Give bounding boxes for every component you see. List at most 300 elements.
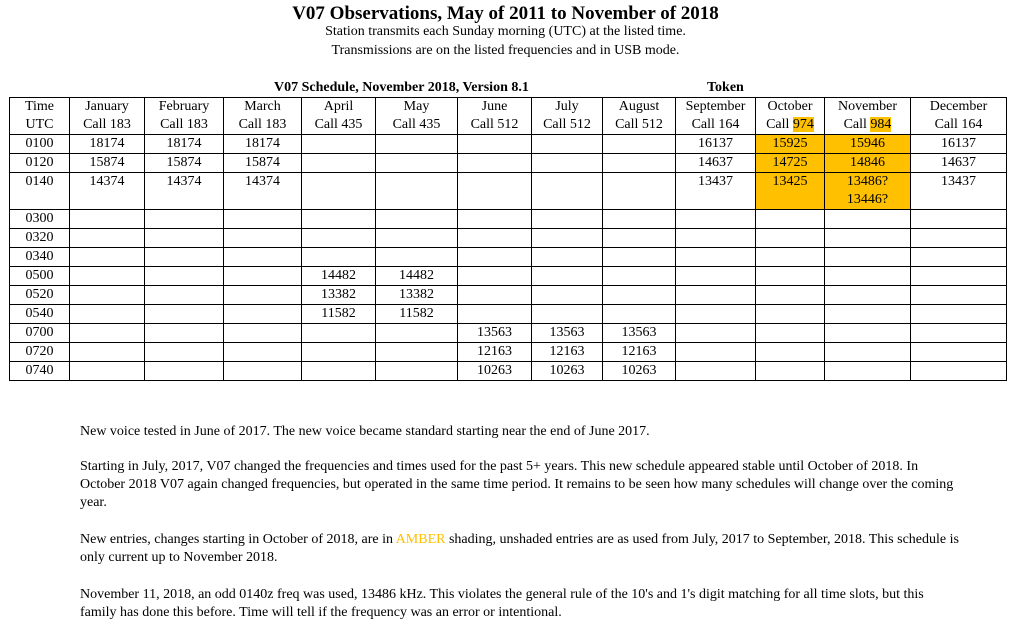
cell-text: 10263 [477, 363, 512, 378]
frequency-cell [302, 362, 376, 381]
frequency-cell [825, 229, 911, 248]
frequency-cell [756, 362, 825, 381]
frequency-cell [70, 154, 145, 173]
frequency-cell [603, 210, 676, 229]
schedule-title: V07 Schedule, November 2018, Version 8.1 [274, 80, 529, 95]
column-header-label: December [929, 99, 988, 114]
cell-text: 16137 [941, 136, 976, 151]
cell-text [376, 173, 457, 191]
time-cell [10, 210, 70, 229]
cell-text [224, 362, 301, 380]
cell-text: 0540 [25, 306, 54, 321]
frequency-cell [145, 173, 224, 210]
call-label: Call 512 [543, 117, 591, 132]
frequency-cell [302, 267, 376, 286]
cell-text [376, 229, 457, 247]
column-header [10, 98, 70, 135]
cell-text [70, 324, 144, 342]
cell-text [145, 229, 223, 247]
cell-text [603, 154, 675, 172]
cell-text [825, 248, 910, 266]
frequency-cell [458, 343, 532, 362]
cell-text: 13382 [399, 287, 434, 302]
frequency-cell [756, 135, 825, 154]
frequency-cell [458, 135, 532, 154]
column-header-label: Time [24, 99, 55, 114]
cell-text [376, 343, 457, 361]
cell-text [825, 286, 910, 304]
column-header [756, 98, 825, 135]
frequency-cell [302, 324, 376, 343]
cell-text [224, 248, 301, 266]
cell-text: 0740 [25, 363, 54, 378]
frequency-cell [603, 286, 676, 305]
cell-text [532, 135, 602, 153]
frequency-cell [825, 324, 911, 343]
frequency-cell [532, 154, 603, 173]
cell-text [70, 267, 144, 285]
cell-text [911, 210, 1006, 228]
cell-text [458, 286, 531, 304]
cell-text: 0100 [25, 136, 54, 151]
frequency-cell [911, 286, 1007, 305]
cell-text [224, 343, 301, 361]
cell-text [756, 305, 824, 323]
cell-text [224, 267, 301, 285]
note-odd-frequency: November 11, 2018, an odd 0140z freq was used, 13486 kHz. This violates the general rule of the 10's and 1's digit matching for all time slots, but this family has done this before. Time will tell if the frequency was an error or intentional. [80, 587, 924, 620]
cell-text [756, 324, 824, 342]
cell-text: 14374 [166, 174, 202, 189]
time-cell [10, 135, 70, 154]
frequency-cell [825, 362, 911, 381]
frequency-cell [458, 267, 532, 286]
cell-text [676, 248, 755, 266]
cell-text [676, 305, 755, 323]
cell-text [676, 210, 755, 228]
cell-text [676, 362, 755, 380]
frequency-cell [224, 229, 302, 248]
cell-text: 13563 [549, 325, 585, 340]
frequency-cell [532, 305, 603, 324]
cell-text: 13425 [772, 174, 808, 189]
cell-text [825, 210, 910, 228]
frequency-cell [676, 173, 756, 210]
frequency-cell [224, 173, 302, 210]
cell-text [676, 229, 755, 247]
table-row [10, 362, 1007, 381]
frequency-cell [603, 135, 676, 154]
frequency-cell [70, 343, 145, 362]
time-cell [10, 305, 70, 324]
cell-text [70, 248, 144, 266]
cell-text [603, 135, 675, 153]
cell-text [302, 210, 375, 228]
cell-text [458, 173, 531, 191]
column-header-call [145, 116, 223, 134]
frequency-cell [145, 343, 224, 362]
frequency-cell [458, 154, 532, 173]
cell-text [603, 286, 675, 304]
column-header-label: November [837, 99, 898, 114]
column-header-call [532, 116, 602, 134]
cell-text [376, 324, 457, 342]
cell-text [458, 267, 531, 285]
frequency-cell [756, 173, 825, 210]
frequency-cell [224, 154, 302, 173]
table-row [10, 135, 1007, 154]
frequency-cell [145, 324, 224, 343]
cell-text [224, 305, 301, 323]
note-amber-shading [80, 531, 960, 567]
frequency-cell [911, 229, 1007, 248]
column-header-label: March [244, 99, 281, 114]
column-header-label: April [323, 99, 354, 114]
frequency-cell [676, 343, 756, 362]
cell-text [756, 343, 824, 361]
column-header [145, 98, 224, 135]
cell-text [756, 286, 824, 304]
column-header [302, 98, 376, 135]
cell-text [145, 248, 223, 266]
frequency-cell [532, 229, 603, 248]
frequency-cell [302, 286, 376, 305]
cell-text: 13437 [698, 174, 733, 189]
cell-text [145, 267, 223, 285]
cell-text [224, 229, 301, 247]
frequency-cell [756, 324, 825, 343]
cell-text [532, 267, 602, 285]
cell-text [532, 229, 602, 247]
frequency-cell [376, 343, 458, 362]
cell-text: 18174 [245, 136, 280, 151]
cell-text [302, 173, 375, 191]
frequency-cell [145, 362, 224, 381]
table-header-row [10, 98, 1007, 135]
cell-text [224, 324, 301, 342]
page-title: V07 Observations, May of 2011 to November of 2018 [292, 3, 719, 24]
frequency-cell [145, 135, 224, 154]
frequency-cell [376, 248, 458, 267]
cell-text [911, 248, 1006, 266]
frequency-cell [825, 154, 911, 173]
cell-text: 15874 [166, 155, 202, 170]
subtitle-line-2: Transmissions are on the listed frequencies and in USB mode. [331, 43, 680, 58]
frequency-cell [603, 173, 676, 210]
frequency-cell [70, 267, 145, 286]
frequency-cell [532, 135, 603, 154]
note-amber-text-2: shading, unshaded entries are as used from July, 2017 to September, 2018. This schedule is only current up to November 2018. [80, 532, 959, 565]
call-label: Call 512 [470, 117, 519, 132]
cell-text [825, 305, 910, 323]
column-header-call [458, 116, 531, 134]
note-schedule-change: Starting in July, 2017, V07 changed the frequencies and times used for the past 5+ years. This new schedule appeared stable until October of 2018. In October 2018 V07 again changed frequencies, but operated in the same time period. It remains to be seen how many schedules will change over the coming year. [80, 459, 954, 510]
frequency-cell [676, 135, 756, 154]
cell-text [70, 229, 144, 247]
frequency-cell [145, 248, 224, 267]
frequency-cell [532, 286, 603, 305]
frequency-cell [145, 210, 224, 229]
time-cell [10, 229, 70, 248]
cell-text [911, 324, 1006, 342]
frequency-cell [302, 248, 376, 267]
frequency-cell [532, 267, 603, 286]
frequency-cell [70, 210, 145, 229]
cell-text [756, 210, 824, 228]
column-header-label: July [555, 99, 579, 114]
frequency-cell [756, 210, 825, 229]
cell-text [70, 210, 144, 228]
frequency-cell [825, 248, 911, 267]
frequency-cell [458, 210, 532, 229]
cell-text [676, 324, 755, 342]
cell-text [603, 267, 675, 285]
cell-text [825, 229, 910, 247]
frequency-cell [603, 305, 676, 324]
frequency-cell [376, 135, 458, 154]
cell-text [676, 343, 755, 361]
frequency-cell [532, 210, 603, 229]
column-header-call [70, 116, 144, 134]
cell-text [756, 362, 824, 380]
cell-text [70, 305, 144, 323]
column-header-call [376, 116, 457, 134]
frequency-cell [302, 210, 376, 229]
frequency-cell [756, 343, 825, 362]
cell-text: 14482 [399, 268, 434, 283]
frequency-cell [756, 286, 825, 305]
frequency-cell [825, 343, 911, 362]
cell-text [756, 229, 824, 247]
cell-text [224, 210, 301, 228]
frequency-cell [70, 305, 145, 324]
cell-text [145, 210, 223, 228]
frequency-cell [302, 135, 376, 154]
table-row [10, 267, 1007, 286]
cell-text: 18174 [89, 136, 125, 151]
cell-text: 14374 [245, 174, 280, 189]
call-label: UTC [25, 117, 54, 132]
table-row [10, 210, 1007, 229]
frequency-cell [603, 154, 676, 173]
column-header [676, 98, 756, 135]
cell-text [145, 305, 223, 323]
column-header-call [302, 116, 375, 134]
frequency-cell [911, 324, 1007, 343]
cell-text [302, 324, 375, 342]
cell-text [825, 343, 910, 361]
frequency-cell [224, 305, 302, 324]
frequency-cell [458, 248, 532, 267]
cell-text [603, 248, 675, 266]
frequency-cell [532, 324, 603, 343]
cell-text [458, 229, 531, 247]
cell-text [145, 286, 223, 304]
time-cell [10, 154, 70, 173]
cell-text [532, 154, 602, 172]
note-amber-text-1: New entries, changes starting in October of 2018, are in [80, 532, 396, 547]
cell-text [376, 210, 457, 228]
cell-text [911, 343, 1006, 361]
frequency-cell [376, 286, 458, 305]
cell-text [302, 248, 375, 266]
frequency-cell [302, 229, 376, 248]
call-label: Call 183 [160, 117, 208, 132]
cell-text [603, 173, 675, 191]
subtitle-line-1: Station transmits each Sunday morning (UTC) at the listed time. [325, 24, 686, 39]
cell-text: 16137 [698, 136, 733, 151]
frequency-cell [376, 173, 458, 210]
column-header-label: October [767, 99, 813, 114]
call-label: Call 512 [615, 117, 663, 132]
frequency-cell [70, 173, 145, 210]
frequency-cell [376, 362, 458, 381]
column-header-label: May [403, 99, 430, 114]
cell-text [532, 173, 602, 191]
column-header [224, 98, 302, 135]
frequency-cell [224, 286, 302, 305]
frequency-cell [756, 229, 825, 248]
call-label: Call [766, 117, 793, 132]
call-label: Call 164 [934, 117, 983, 132]
frequency-cell [676, 267, 756, 286]
cell-text [756, 248, 824, 266]
frequency-cell [376, 154, 458, 173]
cell-text: 0340 [25, 249, 54, 264]
cell-text: 13382 [321, 287, 356, 302]
cell-text [376, 135, 457, 153]
frequency-cell [70, 229, 145, 248]
frequency-cell [825, 286, 911, 305]
frequency-cell [676, 305, 756, 324]
cell-text: 14637 [941, 155, 976, 170]
cell-text: 12163 [477, 344, 512, 359]
frequency-cell [676, 210, 756, 229]
frequency-cell [302, 305, 376, 324]
frequency-cell [676, 286, 756, 305]
frequency-cell [825, 210, 911, 229]
cell-text [676, 267, 755, 285]
table-row [10, 324, 1007, 343]
time-cell [10, 248, 70, 267]
call-label: Call 164 [691, 117, 740, 132]
frequency-cell [825, 305, 911, 324]
frequency-cell [224, 362, 302, 381]
cell-text [676, 286, 755, 304]
cell-text: 14482 [321, 268, 356, 283]
call-number-highlight: 984 [870, 117, 892, 132]
frequency-cell [911, 343, 1007, 362]
frequency-cell [70, 286, 145, 305]
cell-text: 12163 [621, 344, 657, 359]
cell-text: 14637 [698, 155, 733, 170]
frequency-cell [756, 305, 825, 324]
time-cell [10, 362, 70, 381]
time-cell [10, 173, 70, 210]
column-header-call [603, 116, 675, 134]
cell-text: 13563 [477, 325, 512, 340]
frequency-cell [224, 210, 302, 229]
frequency-cell [676, 229, 756, 248]
frequency-cell [676, 362, 756, 381]
call-label: Call [843, 117, 871, 132]
frequency-cell [458, 324, 532, 343]
column-header [376, 98, 458, 135]
table-row [10, 305, 1007, 324]
cell-text: 0720 [25, 344, 54, 359]
column-header [70, 98, 145, 135]
cell-text: 0700 [25, 325, 54, 340]
frequency-cell [603, 267, 676, 286]
frequency-cell [70, 248, 145, 267]
cell-text [302, 362, 375, 380]
cell-text [825, 267, 910, 285]
column-header-label: June [481, 99, 508, 114]
time-cell [10, 343, 70, 362]
call-label: Call 435 [314, 117, 363, 132]
column-header-label: February [158, 99, 210, 114]
column-header-call [825, 116, 910, 134]
cell-text: 14374 [89, 174, 125, 189]
column-header [532, 98, 603, 135]
cell-text [911, 286, 1006, 304]
frequency-cell [70, 362, 145, 381]
frequency-cell [302, 343, 376, 362]
cell-text [911, 362, 1006, 380]
cell-text [911, 305, 1006, 323]
column-header [603, 98, 676, 135]
table-row [10, 343, 1007, 362]
frequency-cell [532, 248, 603, 267]
cell-text [302, 154, 375, 172]
frequency-cell [376, 305, 458, 324]
cell-text: 10263 [621, 363, 657, 378]
frequency-cell [458, 286, 532, 305]
cell-text [756, 267, 824, 285]
schedule-table [9, 97, 1007, 381]
frequency-cell [911, 135, 1007, 154]
cell-text [145, 362, 223, 380]
cell-text: 11582 [321, 306, 356, 321]
cell-text [911, 267, 1006, 285]
cell-text [376, 248, 457, 266]
cell-text: 14846 [850, 155, 885, 170]
column-header [911, 98, 1007, 135]
frequency-cell [376, 229, 458, 248]
cell-text [603, 229, 675, 247]
cell-text: 0300 [25, 211, 54, 226]
frequency-cell [224, 135, 302, 154]
frequency-cell [911, 173, 1007, 210]
frequency-cell [302, 154, 376, 173]
column-header-label: August [618, 99, 660, 114]
time-cell [10, 324, 70, 343]
frequency-cell [302, 173, 376, 210]
cell-text: 0140 [25, 174, 54, 189]
frequency-cell [70, 324, 145, 343]
cell-text: 15874 [245, 155, 280, 170]
frequency-cell [532, 362, 603, 381]
frequency-cell [376, 324, 458, 343]
frequency-cell [458, 173, 532, 210]
cell-text [458, 154, 531, 172]
cell-text [70, 343, 144, 361]
cell-text [458, 248, 531, 266]
frequency-cell [911, 305, 1007, 324]
frequency-cell [224, 248, 302, 267]
cell-text: 11582 [399, 306, 434, 321]
frequency-cell [911, 154, 1007, 173]
table-body [10, 135, 1007, 381]
